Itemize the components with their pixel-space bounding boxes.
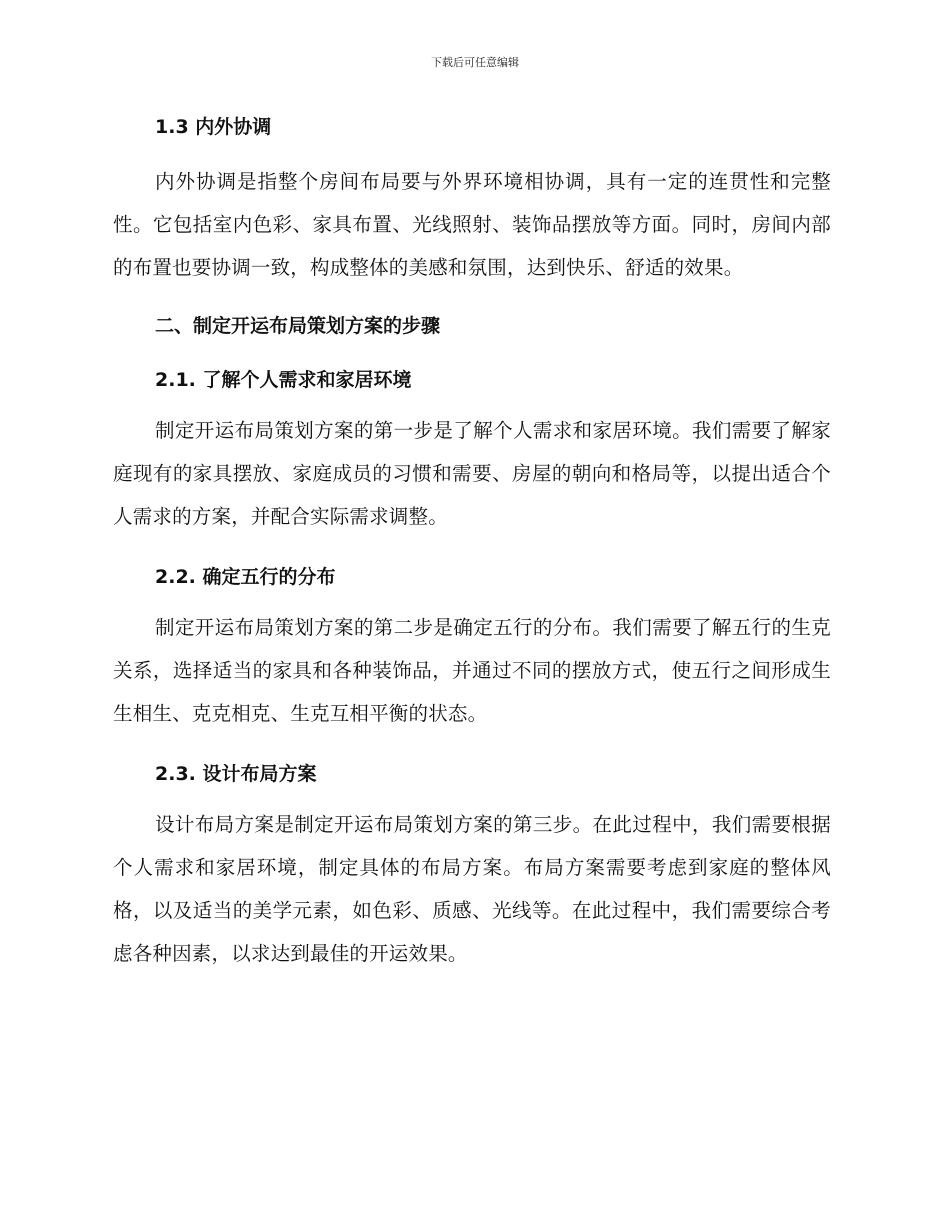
section-paragraph-1-3: 内外协调是指整个房间布局要与外界环境相协调，具有一定的连贯性和完整性。它包括室内色彩、家具布置、光线照射、装饰品摆放等方面。同时，房间内部的布置也要协调一致，构成整体的美感和氛围，达到快乐、舒适的效果。 — [113, 170, 831, 279]
section-paragraph-2-3: 设计布局方案是制定开运布局策划方案的第三步。在此过程中，我们需要根据个人需求和家居环境，制定具体的布局方案。布局方案需要考虑到家庭的整体风格，以及适当的美学元素，如色彩、质感、光线等。在此过程中，我们需要综合考虑各种因素，以求达到最佳的开运效果。 — [113, 813, 831, 965]
page-header-note: 下载后可任意编辑 — [431, 56, 519, 69]
section-heading-2-1: 2.1. 了解个人需求和家居环境 — [155, 369, 412, 391]
document-body — [113, 112, 831, 975]
section-paragraph-2-2: 制定开运布局策划方案的第二步是确定五行的分布。我们需要了解五行的生克关系，选择适当的家具和各种装饰品，并通过不同的摆放方式，使五行之间形成生生相生、克克相克、生克互相平衡的状态。 — [113, 616, 831, 725]
section-heading-2-3: 2.3. 设计布局方案 — [155, 763, 317, 785]
section-heading-2-2: 2.2. 确定五行的分布 — [155, 566, 336, 588]
chapter-heading-2: 二、制定开运布局策划方案的步骤 — [155, 315, 441, 337]
section-paragraph-2-1: 制定开运布局策划方案的第一步是了解个人需求和家居环境。我们需要了解家庭现有的家具摆放、家庭成员的习惯和需要、房屋的朝向和格局等，以提出适合个人需求的方案，并配合实际需求调整。 — [113, 419, 831, 528]
section-heading-1-3: 1.3 内外协调 — [155, 116, 272, 138]
